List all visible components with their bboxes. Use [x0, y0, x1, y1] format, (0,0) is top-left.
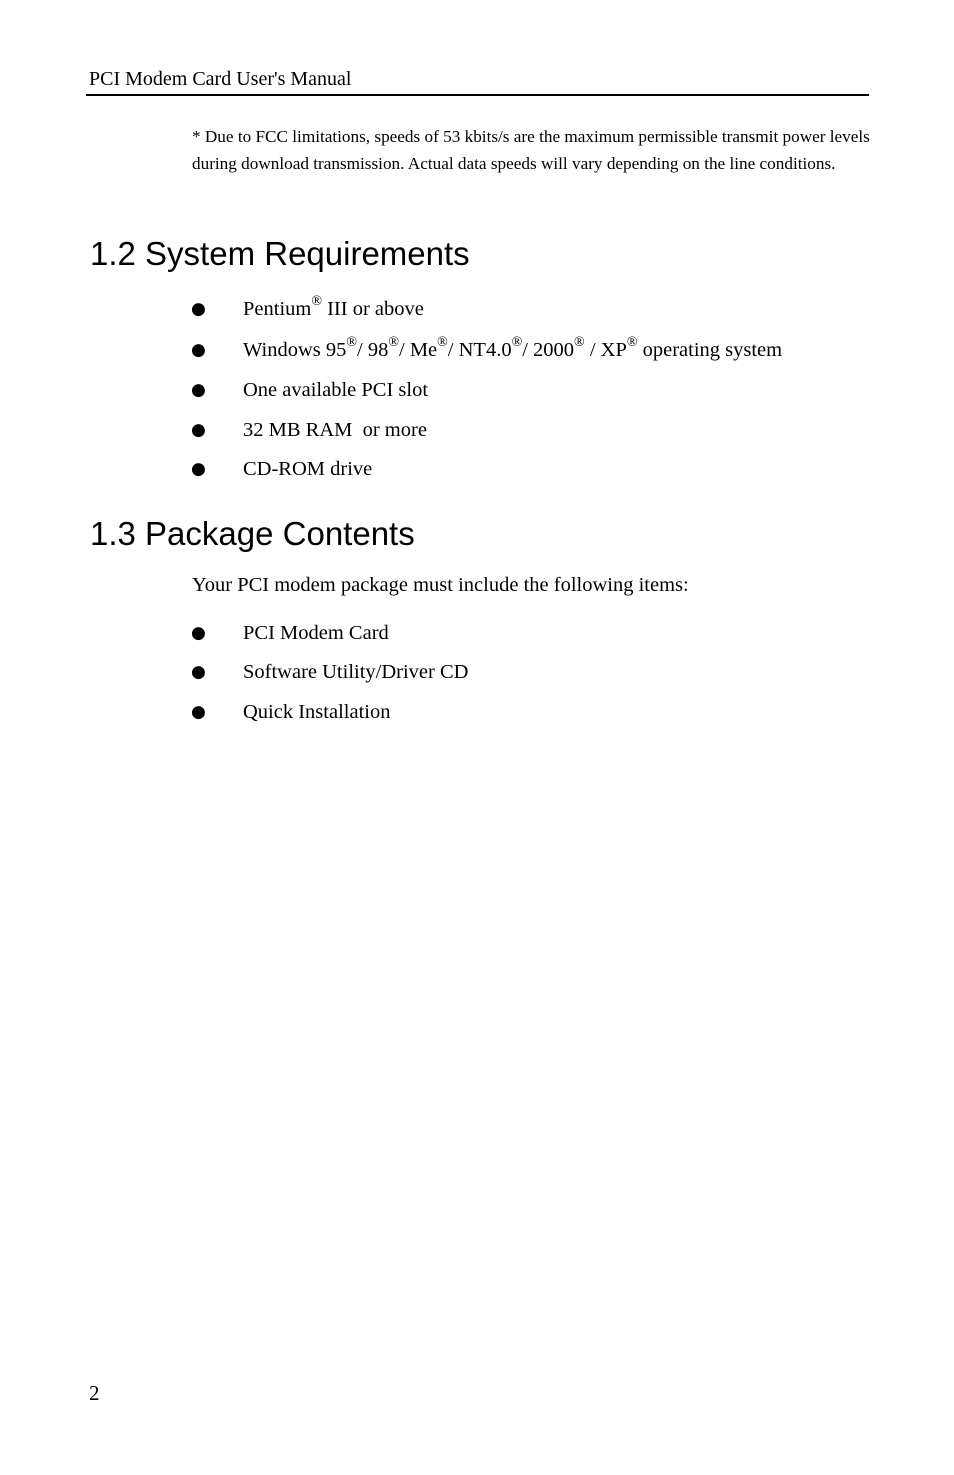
header-rule: [86, 94, 869, 96]
list-item-text: Quick Installation: [243, 701, 391, 723]
bullet-icon: ●: [191, 702, 206, 722]
bullet-icon: ●: [191, 459, 206, 479]
bullet-icon: ●: [191, 340, 206, 360]
fcc-footnote: * Due to FCC limitations, speeds of 53 kbits/s are the maximum permissible transmit power levels during download transmission. Actual data speeds will vary depending on the line conditions.: [192, 127, 870, 173]
section-heading-package-contents: 1.3 Package Contents: [90, 515, 415, 552]
list-item-text: Windows 95®/ 98®/ Me®/ NT4.0®/ 2000® / XP® operating system: [243, 335, 783, 361]
bullet-icon: ●: [191, 420, 206, 440]
package-intro: Your PCI modem package must include the following items:: [192, 574, 689, 596]
list-item-text: One available PCI slot: [243, 379, 429, 401]
bullet-icon: ●: [191, 662, 206, 682]
list-item-text: CD-ROM drive: [243, 458, 373, 480]
bullet-icon: ●: [191, 299, 206, 319]
section-heading-system-requirements: 1.2 System Requirements: [90, 235, 470, 272]
bullet-icon: ●: [191, 623, 206, 643]
list-item-text: Pentium® III or above: [243, 294, 424, 320]
list-item-text: 32 MB RAM or more: [243, 419, 427, 441]
list-item-text: Software Utility/Driver CD: [243, 661, 469, 683]
list-item-text: PCI Modem Card: [243, 622, 389, 644]
running-header: PCI Modem Card User's Manual: [89, 68, 352, 90]
page-number: 2: [89, 1381, 100, 1405]
bullet-icon: ●: [191, 380, 206, 400]
